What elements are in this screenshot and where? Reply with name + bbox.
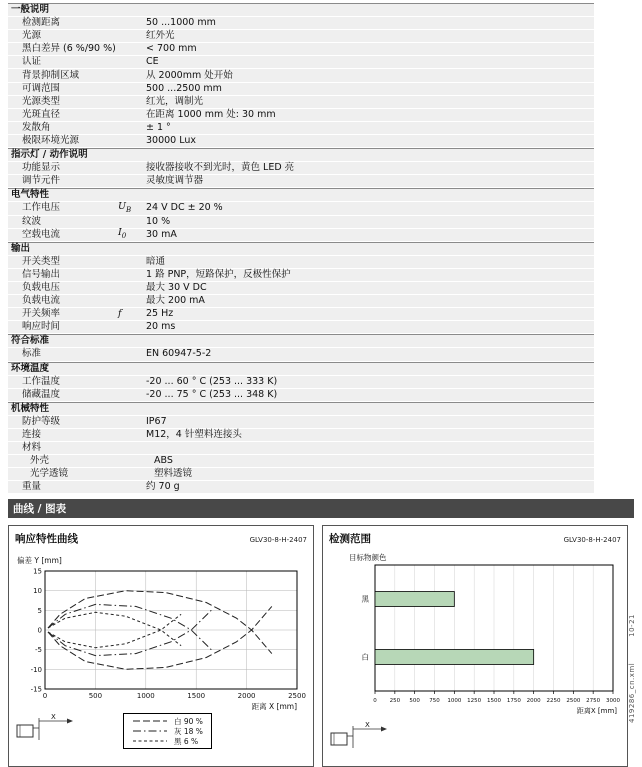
spec-value: 1 路 PNP，短路保护，反极性保护 xyxy=(146,268,291,280)
bar-1 xyxy=(375,650,534,665)
legend-item xyxy=(132,726,203,736)
spec-row xyxy=(8,269,594,282)
spec-value: -20 ... 60 ° C (253 ... 333 K) xyxy=(146,375,278,387)
spec-section-title: 机械特性 xyxy=(11,402,50,414)
spec-section-title: 电气特性 xyxy=(11,189,50,201)
x-tick-label: 1000 xyxy=(136,692,155,701)
response-curve-chart xyxy=(15,551,307,712)
y-tick-label: -5 xyxy=(35,646,42,655)
legend-label: 白 90 % xyxy=(174,716,203,726)
x-tick-label: 2000 xyxy=(237,692,256,701)
spec-label: 空载电流 xyxy=(22,228,61,240)
chart-foot xyxy=(9,713,313,749)
spec-section-header xyxy=(8,148,594,162)
grid xyxy=(395,565,593,691)
axis-label: X xyxy=(365,721,370,730)
spec-label: 光源 xyxy=(22,30,42,42)
spec-row xyxy=(8,468,594,481)
spec-label: 黑白差异 (6 %/90 %) xyxy=(22,43,116,55)
spec-value: IP67 xyxy=(146,415,167,427)
spec-value: 30 mA xyxy=(146,228,177,240)
spec-section-header xyxy=(8,334,594,348)
x-tick-label: 2500 xyxy=(566,698,581,705)
x-tick-label: 2500 xyxy=(288,692,306,701)
curve-series-3 xyxy=(48,611,211,656)
x-tick-label: 1500 xyxy=(187,692,206,701)
spec-table xyxy=(8,3,594,494)
curve-series-1 xyxy=(48,607,272,670)
y-tick-label: -15 xyxy=(30,685,42,694)
x-tick-label: 500 xyxy=(88,692,103,701)
detection-range-panel xyxy=(322,525,628,767)
spec-label: 响应时间 xyxy=(22,321,61,333)
response-curve-chart-area xyxy=(9,547,313,713)
spec-label: 连接 xyxy=(22,429,42,441)
spec-value: 最大 200 mA xyxy=(146,295,205,307)
spec-label: 检测距离 xyxy=(22,17,61,29)
chart-foot xyxy=(323,721,627,751)
spec-label: 调节元件 xyxy=(22,175,61,187)
spec-value: 从 2000mm 处开始 xyxy=(146,69,233,81)
x-tick-label: 1250 xyxy=(467,698,482,705)
spec-label: 背景抑制区域 xyxy=(22,69,80,81)
spec-label: 发散角 xyxy=(22,121,51,133)
spec-section-header xyxy=(8,188,594,202)
spec-label: 认证 xyxy=(22,56,42,68)
x-tick-label: 0 xyxy=(373,698,377,705)
curve-series-0 xyxy=(48,591,272,654)
spec-value: 最大 30 V DC xyxy=(146,282,207,294)
grid xyxy=(45,571,297,689)
spec-row xyxy=(8,376,594,389)
y-tick-label: 15 xyxy=(33,567,42,576)
detection-range-chart xyxy=(329,551,621,717)
spec-label: 信号输出 xyxy=(22,268,61,280)
spec-section-title: 一般说明 xyxy=(11,4,50,16)
spec-value: 20 ms xyxy=(146,321,176,333)
curve-series-5 xyxy=(48,615,181,648)
curve-series-2 xyxy=(48,605,211,650)
x-axis-label: 距离X [mm] xyxy=(576,707,617,716)
x-tick-label: 1750 xyxy=(506,698,521,705)
spec-value: 暗通 xyxy=(146,255,166,267)
spec-value: ± 1 ° xyxy=(146,121,171,133)
spec-row xyxy=(8,295,594,308)
x-tick-label: 3000 xyxy=(606,698,620,705)
x-tick-label: 2000 xyxy=(526,698,541,705)
y-tick-label: -10 xyxy=(30,666,42,675)
spec-label: 光学透镜 xyxy=(30,468,69,480)
spec-row xyxy=(8,455,594,468)
spec-row xyxy=(8,389,594,402)
spec-value: 25 Hz xyxy=(146,308,174,320)
spec-value: ABS xyxy=(154,455,173,467)
spec-row xyxy=(8,216,594,229)
spec-row xyxy=(8,83,594,96)
spec-row xyxy=(8,442,594,455)
chart-title: 响应特性曲线 xyxy=(15,533,78,546)
spec-row xyxy=(8,229,594,242)
spec-row xyxy=(8,481,594,494)
legend-item xyxy=(132,736,203,746)
spec-label: 极限环境光源 xyxy=(22,134,80,146)
spec-row xyxy=(8,416,594,429)
spec-value: 塑料透镜 xyxy=(154,468,193,480)
spec-label: 工作温度 xyxy=(22,375,61,387)
spec-row xyxy=(8,122,594,135)
spec-value: 30000 Lux xyxy=(146,134,197,146)
spec-symbol: $U_B$ xyxy=(118,201,132,214)
bar-category-label: 黑 xyxy=(361,594,369,604)
spec-value: 灵敏度调节器 xyxy=(146,175,204,187)
group-label: 目标物颜色 xyxy=(349,553,387,563)
x-tick-label: 250 xyxy=(389,698,401,705)
spec-label: 工作电压 xyxy=(22,202,61,214)
spec-value: 500 ...2500 mm xyxy=(146,82,222,94)
spec-row xyxy=(8,43,594,56)
chart-head xyxy=(323,526,627,547)
legend-label: 灰 18 % xyxy=(174,726,203,736)
legend-line-sample xyxy=(132,717,168,725)
spec-label: 可调范围 xyxy=(22,82,61,94)
curve-series-4 xyxy=(48,613,181,646)
chart-head xyxy=(9,526,313,547)
spec-row xyxy=(8,69,594,82)
spec-row xyxy=(8,96,594,109)
y-tick-label: 5 xyxy=(37,607,42,616)
x-tick-label: 0 xyxy=(42,692,48,701)
bar-0 xyxy=(375,592,454,607)
spec-section-title: 符合标准 xyxy=(11,335,50,347)
spec-row xyxy=(8,56,594,69)
x-tick-label: 750 xyxy=(429,698,440,705)
part-number: GLV30-8-H-2407 xyxy=(563,536,621,545)
spec-label: 光源类型 xyxy=(22,95,61,107)
x-tick-label: 1000 xyxy=(447,698,462,705)
x-tick-label: 500 xyxy=(409,698,420,705)
spec-row xyxy=(8,202,594,215)
legend-label: 黑 6 % xyxy=(174,736,199,746)
spec-value: M12，4 针塑料连接头 xyxy=(146,429,242,441)
x-tick-label: 1500 xyxy=(487,698,501,705)
sensor-diagram-icon xyxy=(15,713,77,743)
part-number: GLV30-8-H-2407 xyxy=(249,536,307,545)
spec-value: EN 60947-5-2 xyxy=(146,348,212,360)
spec-label: 功能显示 xyxy=(22,162,61,174)
spec-value: CE xyxy=(146,56,159,68)
legend-box xyxy=(123,713,212,749)
spec-label: 负载电流 xyxy=(22,295,61,307)
spec-section-header xyxy=(8,402,594,416)
spec-value: 10 % xyxy=(146,215,171,227)
spec-section-header xyxy=(8,242,594,256)
legend-line-sample xyxy=(132,727,168,735)
spec-value: 红光，调制光 xyxy=(146,95,204,107)
spec-value: 红外光 xyxy=(146,30,175,42)
spec-label: 纹波 xyxy=(22,215,42,227)
footer-date: 10-21 xyxy=(628,614,636,637)
sensor-diagram-icon xyxy=(329,721,391,751)
spec-label: 负载电压 xyxy=(22,282,61,294)
spec-value: 50 ...1000 mm xyxy=(146,17,216,29)
y-tick-label: 10 xyxy=(33,587,42,596)
spec-label: 开关类型 xyxy=(22,255,61,267)
x-axis-label: 距离 X [mm] xyxy=(251,702,297,712)
spec-section-title: 环境温度 xyxy=(11,362,50,374)
response-curve-panel xyxy=(8,525,314,767)
spec-row xyxy=(8,321,594,334)
legend-item xyxy=(132,716,203,726)
legend-line-sample xyxy=(132,737,168,745)
datasheet-page xyxy=(0,3,642,746)
spec-symbol: $I_0$ xyxy=(118,227,127,241)
spec-label: 光斑直径 xyxy=(22,108,61,120)
spec-value: 接收器接收不到光时，黄色 LED 亮 xyxy=(146,162,295,174)
axis-label: X xyxy=(51,713,56,722)
spec-value: 在距离 1000 mm 处: 30 mm xyxy=(146,108,276,120)
spec-row xyxy=(8,429,594,442)
spec-section-title: 输出 xyxy=(11,242,31,254)
spec-value: 24 V DC ± 20 % xyxy=(146,202,223,214)
spec-row xyxy=(8,135,594,148)
spec-row xyxy=(8,162,594,175)
spec-label: 重量 xyxy=(22,481,42,493)
spec-row xyxy=(8,308,594,321)
spec-symbol: f xyxy=(118,308,122,320)
y-tick-label: 0 xyxy=(37,626,42,635)
spec-row xyxy=(8,348,594,361)
spec-row xyxy=(8,175,594,188)
chart-title: 检测范围 xyxy=(329,533,371,546)
spec-row xyxy=(8,30,594,43)
document-footer-vertical xyxy=(628,614,636,723)
spec-label: 外壳 xyxy=(30,455,50,467)
charts-row xyxy=(8,525,634,767)
bar-category-label: 白 xyxy=(361,652,369,662)
detection-range-chart-area xyxy=(323,547,627,721)
spec-value: < 700 mm xyxy=(146,43,197,55)
spec-label: 材料 xyxy=(22,442,42,454)
x-tick-label: 2250 xyxy=(546,698,561,705)
spec-label: 标准 xyxy=(22,348,42,360)
y-axis-label: 偏差 Y [mm] xyxy=(17,556,62,566)
spec-section-header xyxy=(8,362,594,376)
x-tick-label: 2750 xyxy=(586,698,601,705)
spec-value: -20 ... 75 ° C (253 ... 348 K) xyxy=(146,388,278,400)
spec-section-title: 指示灯 / 动作说明 xyxy=(11,149,88,161)
footer-file: 419286_cn.xml xyxy=(628,662,636,723)
spec-label: 开关频率 xyxy=(22,308,61,320)
spec-row xyxy=(8,17,594,30)
spec-row xyxy=(8,109,594,122)
spec-row xyxy=(8,256,594,269)
spec-label: 防护等级 xyxy=(22,415,61,427)
spec-label: 储藏温度 xyxy=(22,388,61,400)
spec-row xyxy=(8,282,594,295)
spec-section-header xyxy=(8,3,594,17)
charts-section-header: 曲线 / 图表 xyxy=(8,499,634,518)
spec-value: 约 70 g xyxy=(146,481,180,493)
